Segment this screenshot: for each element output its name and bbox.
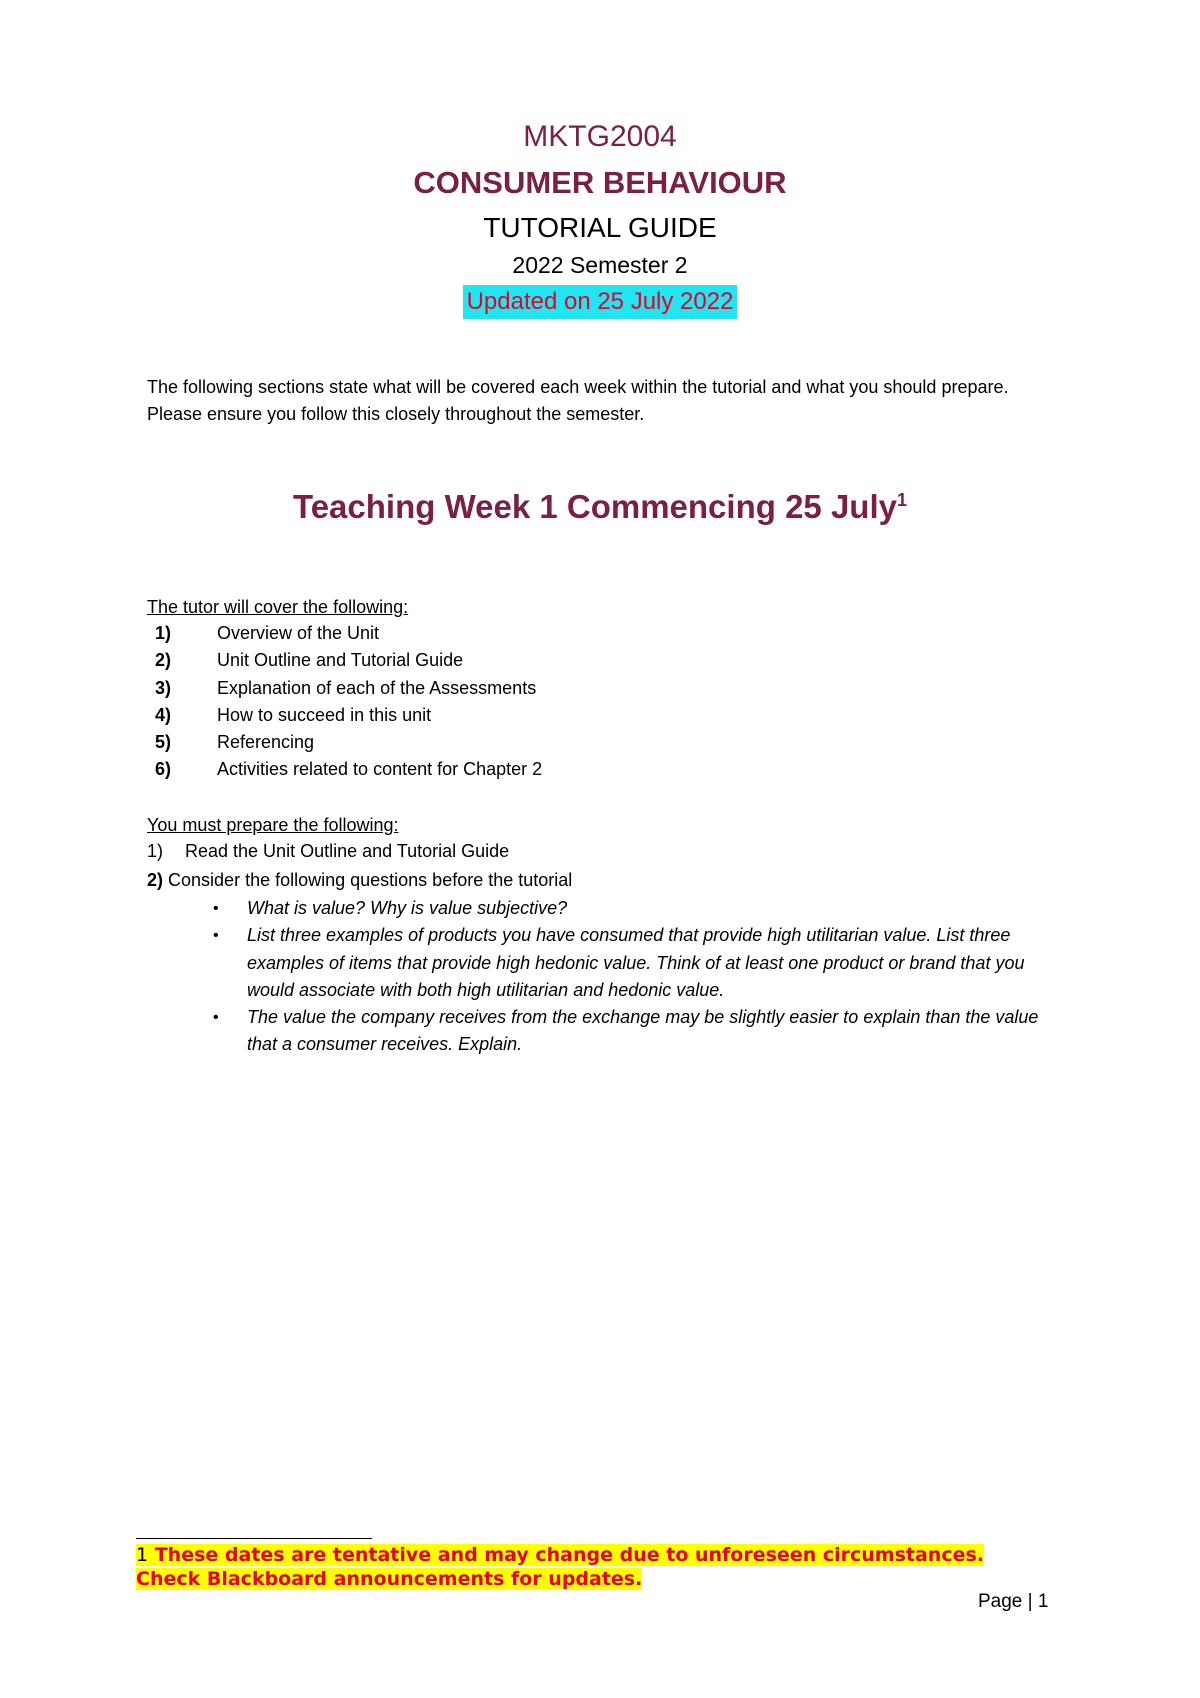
item-number: 5) bbox=[155, 732, 172, 753]
semester-label: 2022 Semester 2 bbox=[512, 252, 688, 278]
footnote-line-1: These dates are tentative and may change due to unforeseen circumstances. bbox=[148, 1544, 984, 1566]
item-number: 1) bbox=[155, 623, 172, 643]
item-text: Consider the following questions before the tutorial bbox=[168, 870, 573, 890]
footnote bbox=[136, 1543, 1096, 1591]
footnote-line-2: Check Blackboard announcements for updates. bbox=[136, 1568, 643, 1590]
prepare-item-2 bbox=[147, 870, 572, 891]
prepare-list bbox=[147, 838, 509, 865]
question-list bbox=[207, 895, 1067, 1059]
question-item: • List three examples of products you have consumed that provide high utilitarian value. List three examples of items that provide high hedonic value. Think of at least one product or brand that you would associate with both high utilitarian and hedonic value. bbox=[207, 922, 1067, 1004]
unit-name: CONSUMER BEHAVIOUR bbox=[413, 165, 787, 200]
item-text: Referencing bbox=[217, 732, 315, 753]
list-item bbox=[147, 729, 542, 756]
item-number: 2) bbox=[147, 870, 164, 890]
list-item bbox=[147, 675, 542, 702]
list-item bbox=[147, 620, 542, 647]
tutor-list bbox=[147, 620, 542, 784]
item-number: 2) bbox=[155, 650, 172, 671]
updated-date: Updated on 25 July 2022 bbox=[463, 285, 738, 319]
footnote-divider bbox=[136, 1538, 372, 1539]
footnote-number: 1 bbox=[136, 1544, 149, 1566]
item-text: Overview of the Unit bbox=[217, 623, 380, 643]
item-number: 4) bbox=[155, 704, 172, 725]
updated-banner bbox=[0, 285, 1200, 319]
list-item bbox=[147, 702, 542, 729]
item-text: Explanation of each of the Assessments bbox=[217, 677, 537, 698]
prepare-section-title: You must prepare the following: bbox=[147, 815, 399, 835]
week-heading-text: Teaching Week 1 Commencing 25 July bbox=[293, 488, 897, 525]
tutor-section-title: The tutor will cover the following: bbox=[147, 597, 409, 617]
guide-title: TUTORIAL GUIDE bbox=[483, 212, 717, 243]
intro-paragraph: The following sections state what will be covered each week within the tutorial and what you should prepare. Please ensure you follow this closely throughout the semester. bbox=[147, 377, 1009, 424]
question-item: • The value the company receives from the exchange may be slightly easier to explain than the value that a consumer receives. Explain. bbox=[207, 1004, 1067, 1059]
list-item bbox=[147, 647, 542, 674]
item-text: How to succeed in this unit bbox=[217, 704, 432, 725]
item-number: 3) bbox=[155, 677, 172, 698]
page-number: Page | 1 bbox=[978, 1591, 1049, 1612]
list-item bbox=[147, 756, 542, 783]
question-item: • What is value? Why is value subjective? bbox=[207, 895, 1067, 922]
footnote-ref: 1 bbox=[896, 490, 907, 510]
week-heading bbox=[0, 488, 1200, 526]
item-text: Unit Outline and Tutorial Guide bbox=[217, 650, 464, 671]
item-number: 1) bbox=[147, 841, 164, 861]
item-text: Activities related to content for Chapter 2 bbox=[217, 759, 543, 780]
item-number: 6) bbox=[155, 759, 172, 780]
unit-code: MKTG2004 bbox=[523, 120, 677, 153]
item-text: Read the Unit Outline and Tutorial Guide bbox=[185, 841, 510, 861]
list-item bbox=[147, 838, 509, 865]
